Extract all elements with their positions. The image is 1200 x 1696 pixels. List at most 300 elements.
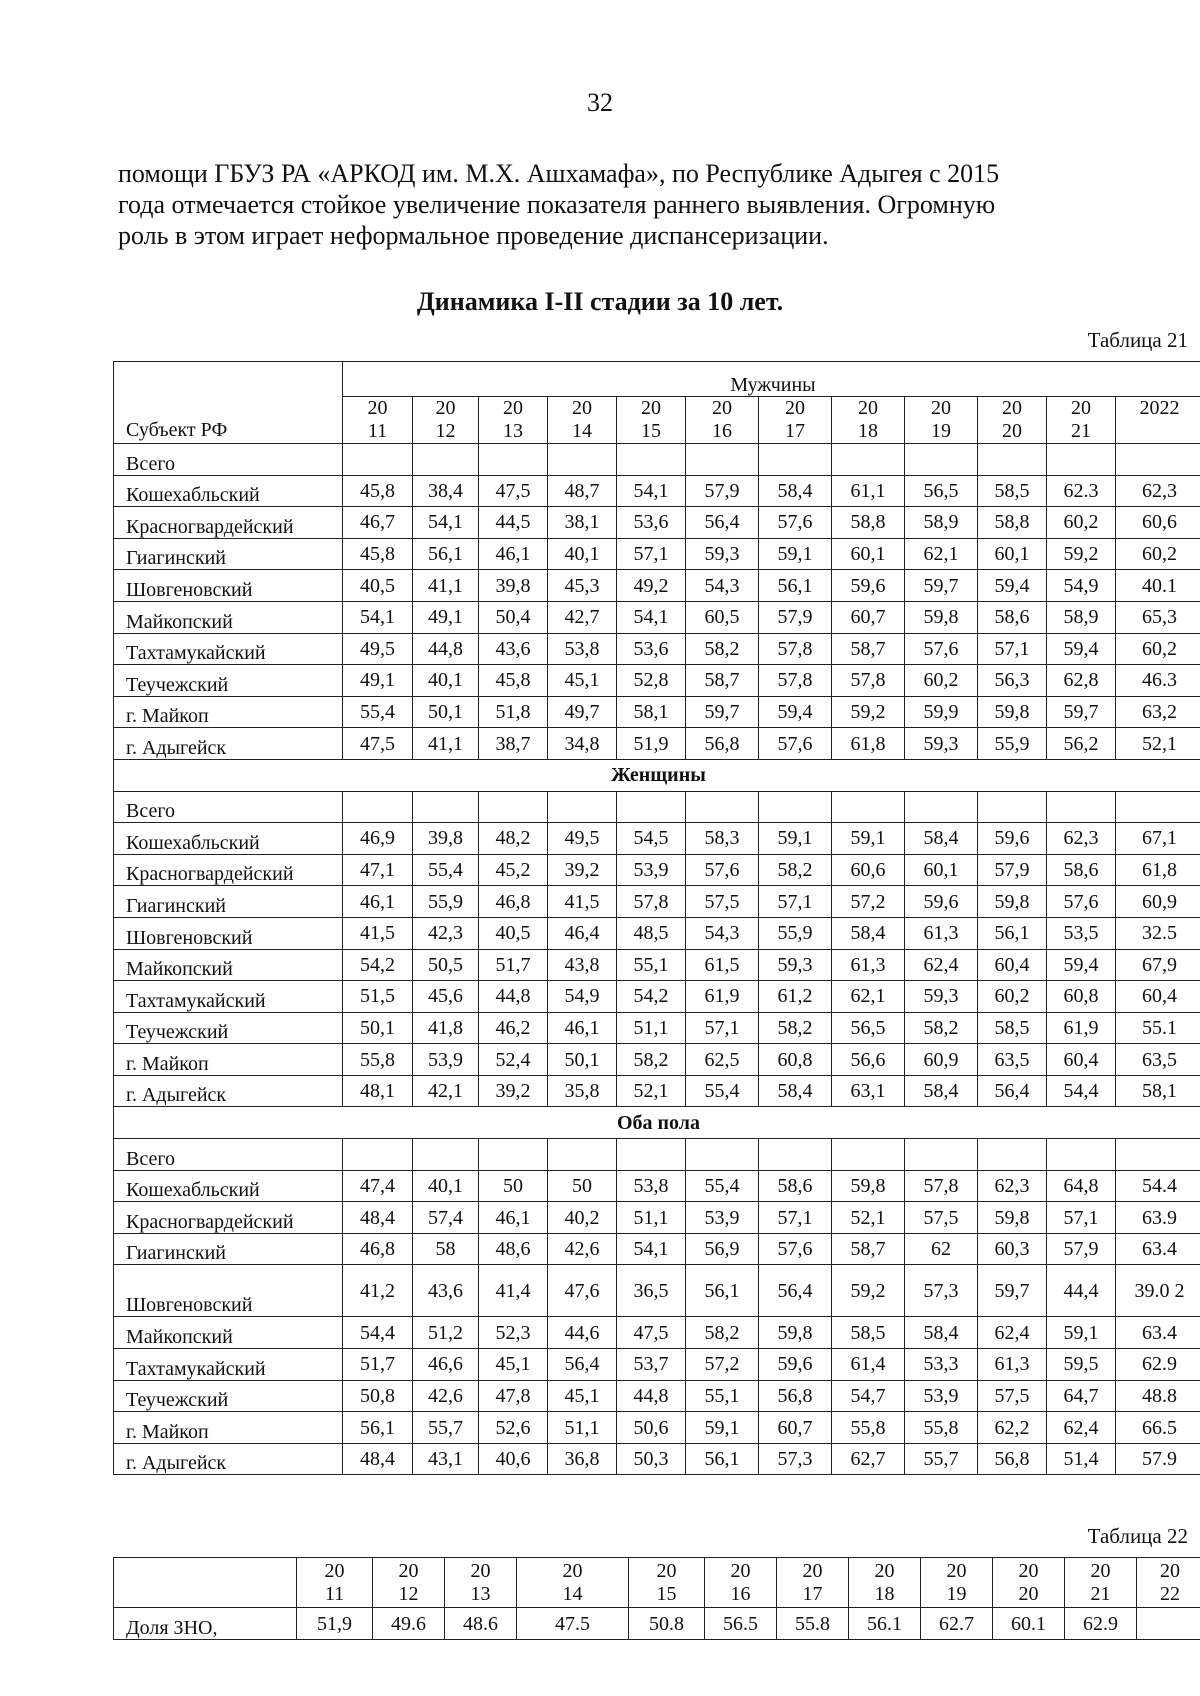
value-cell: 36,8 (548, 1443, 617, 1475)
value-cell: 57,9 (759, 601, 832, 633)
value-cell: 46,1 (479, 1202, 548, 1234)
year-header-cell (373, 1558, 445, 1608)
value-cell: 40,2 (548, 1202, 617, 1234)
year-part: 20 (641, 397, 661, 419)
value-cell: 45,8 (479, 665, 548, 697)
value-cell: 57.9 (1116, 1443, 1200, 1475)
year-part: 13 (470, 1582, 491, 1605)
value-cell: 57,4 (413, 1202, 479, 1234)
value-cell (905, 791, 978, 823)
year-part: 20 (946, 1559, 967, 1582)
value-cell: 42,6 (413, 1380, 479, 1412)
value-cell (1047, 444, 1116, 476)
value-cell (759, 1139, 832, 1171)
value-cell: 44,8 (413, 633, 479, 665)
value-cell: 58,4 (832, 917, 905, 949)
value-cell: 54,4 (1047, 1075, 1116, 1107)
year-part: 20 (435, 397, 456, 419)
table-row (114, 1202, 1200, 1234)
value-cell: 57,2 (686, 1349, 759, 1381)
value-cell: 57,1 (617, 538, 686, 570)
value-cell: 57,6 (759, 507, 832, 539)
value-cell: 49,7 (548, 696, 617, 728)
value-cell: 46,9 (343, 823, 413, 855)
year-header-cell (978, 397, 1047, 444)
value-cell: 67,1 (1116, 823, 1200, 855)
year-part: 20 (931, 397, 951, 419)
value-cell: 60,8 (1047, 981, 1116, 1013)
value-cell: 57,5 (905, 1202, 978, 1234)
table-row (114, 475, 1200, 507)
value-cell: 57,1 (978, 633, 1047, 665)
value-cell: 50,8 (343, 1380, 413, 1412)
value-cell: 51,7 (343, 1349, 413, 1381)
value-cell: 59,1 (832, 823, 905, 855)
stage-dynamics-table (113, 361, 1200, 1475)
value-cell: 46,7 (343, 507, 413, 539)
year-part: 20 (1090, 1559, 1111, 1582)
header-row (114, 362, 1200, 397)
value-cell: 58,4 (759, 1075, 832, 1107)
subject-name: Тахтамукайский (114, 633, 343, 665)
value-cell: 56.1 (849, 1608, 921, 1640)
value-cell: 53,6 (617, 507, 686, 539)
value-cell: 55,7 (413, 1412, 479, 1444)
value-cell: 56,4 (548, 1349, 617, 1381)
section-label: Оба пола (114, 1107, 1200, 1139)
subject-name: Красногвардейский (114, 854, 343, 886)
value-cell: 45,1 (479, 1349, 548, 1381)
value-cell: 41,8 (413, 1012, 479, 1044)
value-cell: 63,2 (1116, 696, 1200, 728)
value-cell: 54,2 (343, 949, 413, 981)
year-header-cell (343, 397, 413, 444)
value-cell: 60,1 (978, 538, 1047, 570)
value-cell: 53,8 (548, 633, 617, 665)
year-part: 20 (785, 397, 805, 419)
value-cell: 41,1 (413, 728, 479, 760)
value-cell: 60,5 (686, 601, 759, 633)
section-row (114, 759, 1200, 791)
table-row (114, 1265, 1200, 1317)
value-cell: 51,5 (343, 981, 413, 1013)
value-cell: 41,5 (343, 917, 413, 949)
value-cell: 51,1 (617, 1202, 686, 1234)
value-cell: 47,5 (617, 1317, 686, 1349)
value-cell: 60,4 (978, 949, 1047, 981)
value-cell: 42,7 (548, 601, 617, 633)
value-cell: 51,8 (479, 696, 548, 728)
value-cell (686, 791, 759, 823)
value-cell (548, 444, 617, 476)
value-cell: 49.6 (373, 1608, 445, 1640)
year-header-cell (686, 397, 759, 444)
value-cell: 62,4 (905, 949, 978, 981)
year-part: 16 (730, 1582, 751, 1605)
zno-share-table (113, 1557, 1200, 1640)
subject-name: Майкопский (114, 949, 343, 981)
value-cell: 56,5 (905, 475, 978, 507)
year-part: 15 (656, 1582, 677, 1605)
value-cell: 56,3 (978, 665, 1047, 697)
value-cell: 59,7 (978, 1265, 1047, 1317)
value-cell: 46,1 (479, 538, 548, 570)
year-part: 20 (562, 1559, 583, 1582)
value-cell: 59,6 (905, 886, 978, 918)
value-cell: 44,8 (479, 981, 548, 1013)
value-cell: 58,9 (905, 507, 978, 539)
value-cell: 61,5 (686, 949, 759, 981)
value-cell: 59,1 (759, 823, 832, 855)
value-cell (617, 791, 686, 823)
year-header-cell (921, 1558, 993, 1608)
value-cell: 50,6 (617, 1412, 686, 1444)
table-row (114, 1443, 1200, 1475)
year-part: 12 (435, 420, 456, 442)
page-number: 32 (587, 88, 613, 117)
value-cell: 47,6 (548, 1265, 617, 1317)
value-cell (759, 791, 832, 823)
subject-name: Гиагинский (114, 886, 343, 918)
value-cell: 59,3 (905, 728, 978, 760)
value-cell: 59,7 (1047, 696, 1116, 728)
subject-name: Тахтамукайский (114, 981, 343, 1013)
value-cell: 57,8 (832, 665, 905, 697)
value-cell: 55,8 (832, 1412, 905, 1444)
table-row (114, 507, 1200, 539)
table-21-caption: Таблица 21 (1087, 328, 1188, 352)
table-row (114, 854, 1200, 886)
value-cell: 39,8 (413, 823, 479, 855)
value-cell: 56,2 (1047, 728, 1116, 760)
value-cell (548, 1139, 617, 1171)
value-cell: 51,1 (617, 1012, 686, 1044)
value-cell: 36,5 (617, 1265, 686, 1317)
value-cell: 57,8 (759, 665, 832, 697)
value-cell: 48,2 (479, 823, 548, 855)
value-cell: 55.1 (1116, 1012, 1200, 1044)
value-cell: 47,5 (479, 475, 548, 507)
value-cell: 54,7 (832, 1380, 905, 1412)
value-cell: 57,3 (905, 1265, 978, 1317)
value-cell: 59,2 (832, 1265, 905, 1317)
value-cell (686, 1139, 759, 1171)
table-row (114, 1044, 1200, 1076)
value-cell: 61,9 (686, 981, 759, 1013)
value-cell: 39,2 (548, 854, 617, 886)
section-label: Женщины (114, 759, 1200, 791)
value-cell: 55,9 (413, 886, 479, 918)
year-part: 20 (730, 1559, 751, 1582)
table-row (114, 1233, 1200, 1265)
value-cell (686, 444, 759, 476)
value-cell: 60,2 (905, 665, 978, 697)
year-part: 22 (1160, 1582, 1180, 1605)
value-cell: 65,3 (1116, 601, 1200, 633)
value-cell: 55,9 (759, 917, 832, 949)
value-cell: 60,9 (1116, 886, 1200, 918)
value-cell: 49,5 (343, 633, 413, 665)
value-cell: 59,8 (978, 696, 1047, 728)
value-cell: 61,1 (832, 475, 905, 507)
value-cell: 59,4 (759, 696, 832, 728)
year-part: 20 (1071, 397, 1091, 419)
value-cell: 58,7 (832, 633, 905, 665)
value-cell: 58,8 (978, 507, 1047, 539)
value-cell: 58,7 (832, 1233, 905, 1265)
value-cell: 52,3 (479, 1317, 548, 1349)
subject-name: г. Майкоп (114, 1044, 343, 1076)
value-cell (905, 1139, 978, 1171)
subject-name: Красногвардейский (114, 507, 343, 539)
value-cell: 32.5 (1116, 917, 1200, 949)
value-cell: 63,1 (832, 1075, 905, 1107)
value-cell: 46,4 (548, 917, 617, 949)
value-cell: 60.1 (993, 1608, 1065, 1640)
value-cell: 53,3 (905, 1349, 978, 1381)
value-cell: 56,1 (686, 1265, 759, 1317)
value-cell (413, 1139, 479, 1171)
value-cell: 58,2 (617, 1044, 686, 1076)
year-part: 15 (641, 420, 661, 442)
value-cell: 61,9 (1047, 1012, 1116, 1044)
value-cell: 34,8 (548, 728, 617, 760)
value-cell: 40,6 (479, 1443, 548, 1475)
subject-name: Кошехабльский (114, 823, 343, 855)
table-row (114, 1139, 1200, 1171)
value-cell: 61,3 (832, 949, 905, 981)
value-cell: 39,8 (479, 570, 548, 602)
value-cell: 52,1 (1116, 728, 1200, 760)
subject-name: Красногвардейский (114, 1202, 343, 1234)
year-part: 2022 (1139, 397, 1180, 419)
value-cell (413, 444, 479, 476)
value-cell: 54.4 (1116, 1170, 1200, 1202)
table-row (114, 1380, 1200, 1412)
value-cell: 46,1 (343, 886, 413, 918)
value-cell: 58,5 (832, 1317, 905, 1349)
year-part: 21 (1071, 420, 1091, 442)
value-cell: 62,8 (1047, 665, 1116, 697)
value-cell: 62.3 (1047, 475, 1116, 507)
value-cell: 52,8 (617, 665, 686, 697)
value-cell: 54,1 (617, 475, 686, 507)
value-cell: 42,3 (413, 917, 479, 949)
value-cell: 57,6 (759, 728, 832, 760)
group-men-header: Мужчины (343, 362, 1200, 397)
value-cell: 58,9 (1047, 601, 1116, 633)
value-cell: 57,6 (1047, 886, 1116, 918)
year-header-cell (905, 397, 978, 444)
value-cell: 60,6 (1116, 507, 1200, 539)
table-row (114, 917, 1200, 949)
value-cell: 56,1 (686, 1443, 759, 1475)
subject-name: Майкопский (114, 1317, 343, 1349)
year-part: 20 (1018, 1582, 1039, 1605)
value-cell: 58,1 (1116, 1075, 1200, 1107)
value-cell (1047, 791, 1116, 823)
value-cell: 40,5 (343, 570, 413, 602)
value-cell: 42,1 (413, 1075, 479, 1107)
year-header-cell (445, 1558, 517, 1608)
value-cell: 50,1 (548, 1044, 617, 1076)
year-header-cell (1065, 1558, 1137, 1608)
value-cell: 56,8 (686, 728, 759, 760)
value-cell: 64,8 (1047, 1170, 1116, 1202)
subject-name: г. Майкоп (114, 696, 343, 728)
value-cell: 51,2 (413, 1317, 479, 1349)
value-cell: 46,6 (413, 1349, 479, 1381)
year-part: 11 (324, 1582, 345, 1605)
value-cell: 62,7 (832, 1443, 905, 1475)
value-cell: 57,2 (832, 886, 905, 918)
value-cell: 40,5 (479, 917, 548, 949)
value-cell: 46,8 (479, 886, 548, 918)
value-cell: 45,1 (548, 665, 617, 697)
value-cell: 48.8 (1116, 1380, 1200, 1412)
subject-name: Кошехабльский (114, 1170, 343, 1202)
value-cell: 38,7 (479, 728, 548, 760)
value-cell: 43,6 (479, 633, 548, 665)
value-cell: 62,3 (978, 1170, 1047, 1202)
value-cell: 59,8 (978, 886, 1047, 918)
value-cell: 51,1 (548, 1412, 617, 1444)
value-cell: 53,9 (413, 1044, 479, 1076)
value-cell: 57,6 (905, 633, 978, 665)
value-cell (479, 791, 548, 823)
year-part: 20 (712, 397, 732, 419)
value-cell: 61,2 (759, 981, 832, 1013)
year-part: 18 (874, 1582, 895, 1605)
year-header-cell (297, 1558, 373, 1608)
table-row (114, 665, 1200, 697)
value-cell (343, 444, 413, 476)
value-cell: 62,3 (1047, 823, 1116, 855)
value-cell: 57,1 (759, 886, 832, 918)
year-header-cell (759, 397, 832, 444)
value-cell (617, 444, 686, 476)
value-cell: 56,8 (759, 1380, 832, 1412)
subject-name: Шовгеновский (114, 570, 343, 602)
table-22-caption: Таблица 22 (1087, 1524, 1188, 1548)
value-cell: 56,4 (978, 1075, 1047, 1107)
value-cell: 54,9 (1047, 570, 1116, 602)
year-header-cell (832, 397, 905, 444)
value-cell: 60,4 (1116, 981, 1200, 1013)
year-part: 16 (712, 420, 732, 442)
table-row (114, 1349, 1200, 1381)
value-cell: 48,6 (479, 1233, 548, 1265)
value-cell: 55,8 (343, 1044, 413, 1076)
value-cell: 51,7 (479, 949, 548, 981)
value-cell: 41,5 (548, 886, 617, 918)
intro-paragraph (118, 158, 1103, 251)
value-cell: 60,2 (1116, 633, 1200, 665)
paragraph-line: помощи ГБУЗ РА «АРКОД им. М.Х. Ашхамафа», по Республике Адыгея с 2015 (118, 159, 1000, 188)
table-row (114, 823, 1200, 855)
value-cell (832, 444, 905, 476)
value-cell: 60,7 (832, 601, 905, 633)
value-cell: 53,9 (686, 1202, 759, 1234)
subject-name: Гиагинский (114, 1233, 343, 1265)
value-cell (617, 1139, 686, 1171)
value-cell: 53,7 (617, 1349, 686, 1381)
value-cell: 47,5 (343, 728, 413, 760)
value-cell: 53,5 (1047, 917, 1116, 949)
value-cell: 62,4 (1047, 1412, 1116, 1444)
value-cell: 46,8 (343, 1233, 413, 1265)
subject-name: Всего (114, 791, 343, 823)
value-cell: 58,3 (686, 823, 759, 855)
value-cell: 62,2 (978, 1412, 1047, 1444)
table-row (114, 728, 1200, 760)
value-cell: 58,8 (832, 507, 905, 539)
row-label: Доля ЗНО, (114, 1608, 297, 1640)
value-cell: 49,2 (617, 570, 686, 602)
value-cell (1116, 791, 1200, 823)
value-cell: 59,2 (832, 696, 905, 728)
value-cell: 63.4 (1116, 1317, 1200, 1349)
value-cell: 63.9 (1116, 1202, 1200, 1234)
value-cell (479, 1139, 548, 1171)
year-part: 20 (656, 1559, 677, 1582)
value-cell (978, 444, 1047, 476)
value-cell: 57,6 (686, 854, 759, 886)
value-cell: 56,1 (343, 1412, 413, 1444)
value-cell: 50,4 (479, 601, 548, 633)
value-cell: 55.8 (777, 1608, 849, 1640)
year-part: 17 (802, 1582, 823, 1605)
value-cell: 58,6 (759, 1170, 832, 1202)
value-cell: 58,2 (905, 1012, 978, 1044)
value-cell: 38,4 (413, 475, 479, 507)
value-cell: 38,1 (548, 507, 617, 539)
year-part: 11 (367, 420, 388, 442)
year-part: 18 (858, 420, 878, 442)
value-cell: 60,4 (1047, 1044, 1116, 1076)
value-cell: 51,4 (1047, 1443, 1116, 1475)
subject-name: Шовгеновский (114, 1265, 343, 1317)
subject-name: г. Адыгейск (114, 1443, 343, 1475)
year-header-cell (413, 397, 479, 444)
table-row (114, 886, 1200, 918)
value-cell (1116, 1139, 1200, 1171)
value-cell: 48.6 (445, 1608, 517, 1640)
value-cell: 62,5 (686, 1044, 759, 1076)
value-cell: 57,9 (686, 475, 759, 507)
value-cell: 43,1 (413, 1443, 479, 1475)
value-cell: 54,1 (617, 1233, 686, 1265)
value-cell: 58,4 (905, 1075, 978, 1107)
value-cell: 58,5 (978, 475, 1047, 507)
value-cell: 45,8 (343, 538, 413, 570)
value-cell: 56,1 (413, 538, 479, 570)
value-cell: 59,8 (905, 601, 978, 633)
value-cell: 55,7 (905, 1443, 978, 1475)
value-cell: 58,4 (759, 475, 832, 507)
value-cell: 55,4 (343, 696, 413, 728)
value-cell: 62,3 (1116, 475, 1200, 507)
value-cell: 55,4 (686, 1075, 759, 1107)
subject-name: г. Майкоп (114, 1412, 343, 1444)
value-cell: 57,5 (686, 886, 759, 918)
value-cell: 44,4 (1047, 1265, 1116, 1317)
value-cell: 51,9 (617, 728, 686, 760)
year-header-cell (849, 1558, 921, 1608)
value-cell: 58,5 (978, 1012, 1047, 1044)
year-part: 21 (1090, 1582, 1111, 1605)
value-cell: 61,3 (978, 1349, 1047, 1381)
